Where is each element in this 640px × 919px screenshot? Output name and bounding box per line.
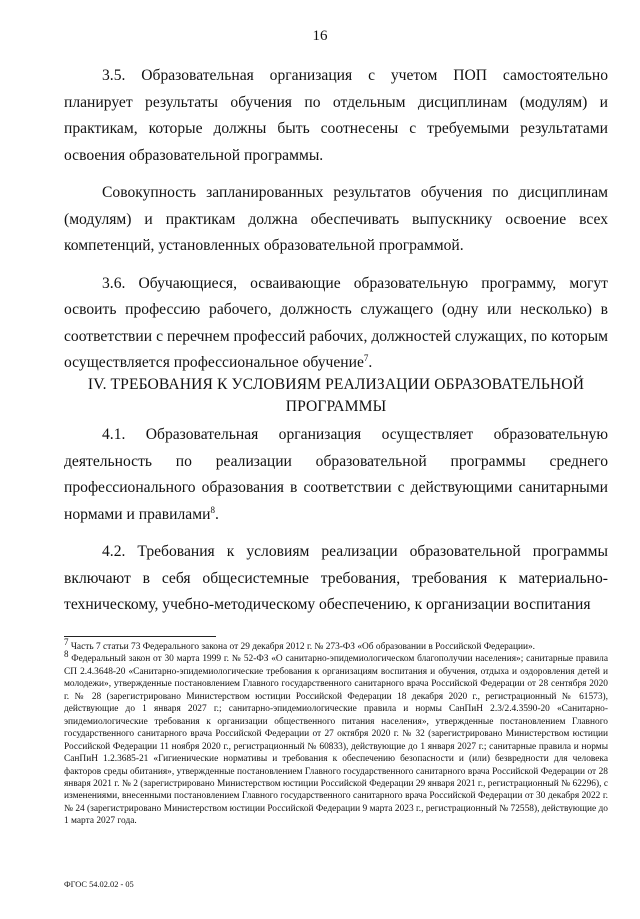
page-number: 16: [312, 28, 328, 44]
footnote-8: [64, 649, 608, 827]
paragraph-results-summary: Совокупность запланированных результатов обучения по дисциплинам (модулям) и практикам должна обеспечивать выпускнику освоение всех компетенций, установленных образовательной программой.: [64, 184, 608, 254]
footnote-8-text: Федеральный закон от 30 марта 1999 г. № 52-ФЗ «О санитарно-эпидемиологическом благополучии населения»; санитарные правила СП 2.4.3648-20 «Санитарно-эпидемиологические требования к организациям воспитания и обучения, отдыха и оздоровления детей и молодежи», утвержденные постановлением Главного государственного санитарного врача Российской Федерации от 28 сентября 2020 г. № 28 (зарегистрировано Министерством юстиции Российской Федерации 18 декабря 2020 г., регистрационный № 61573), действующие до 1 января 2027 г.; санитарно-эпидемиологические правила и нормы СанПиН 2.3/2.4.3590-20 «Санитарно-эпидемиологические требования к организации общественного питания населения», утвержденные постановлением Главного государственного санитарного врача Российской Федерации от 27 октября 2020 г. № 32 (зарегистрировано Министерством юстиции Российской Федерации 11 ноября 2020 г., регистрационный № 60833), действующие до 1 января 2027 г.; санитарные правила и нормы СанПиН 1.2.3685-21 «Гигиенические нормативы и требования к обеспечению безопасности и (или) безвредности для человека факторов среды обитания», утвержденные постановлением Главного государственного санитарного врача Российской Федерации от 28 января 2021 г. № 2 (зарегистрировано Министерством юстиции Российской Федерации 29 января 2021 г., регистрационный № 62296), с изменениями, внесенными постановлением Главного государственного санитарного врача Российской Федерации от 30 декабря 2022 г. № 24 (зарегистрировано Министерством юстиции Российской Федерации 9 марта 2023 г., регистрационный № 72558), действующие до 1 марта 2027 года.: [64, 654, 608, 827]
paragraph-3-6-text: 3.6. Обучающиеся, осваивающие образовательную программу, могут освоить профессию рабочего, должность служащего (одну или несколько) в соответствии с перечнем профессий рабочих, должностей служащих, по которым осуществляется профессиональное обучение: [64, 274, 608, 371]
paragraph-4-1-text: 4.1. Образовательная организация осуществляет образовательную деятельность по реализации образовательной программы среднего профессионального образования в соответствии с действующими санитарными нормами и правилами: [64, 426, 608, 523]
paragraph-4-1-tail: .: [214, 505, 219, 523]
paragraph-4-2: 4.2. Требования к условиям реализации образовательной программы включают в себя общесистемные требования, требования к материально-техническому, учебно-методическому обеспечению, к организации воспитания: [64, 543, 608, 613]
footnote-ref-7[interactable]: 7: [363, 352, 369, 363]
paragraph-4-1: [64, 422, 608, 528]
footnote-mark-7: 7: [64, 636, 69, 647]
footnote-7: [64, 636, 608, 653]
footer-code: ФГОС 54.02.02 - 05: [64, 880, 134, 889]
footnote-7-text: Часть 7 статьи 73 Федерального закона от 29 декабря 2012 г. № 273-ФЗ «Об образовании в Российской Федерации».: [68, 642, 536, 652]
footnote-ref-8[interactable]: 8: [210, 504, 215, 515]
body-text-top: [64, 63, 608, 388]
section-heading-line1: IV. ТРЕБОВАНИЯ К УСЛОВИЯМ РЕАЛИЗАЦИИ ОБРАЗОВАТЕЛЬНОЙ: [87, 376, 585, 393]
footnotes: [64, 636, 608, 828]
section-heading-line2: ПРОГРАММЫ: [285, 398, 387, 415]
paragraph-3-5: 3.5. Образовательная организация с учетом ПОП самостоятельно планирует результаты обучения по отдельным дисциплинам (модулям) и практикам, которые должны быть соотнесены с требуемыми результатами освоения образовательной программы.: [64, 67, 608, 164]
paragraph-3-6: [64, 271, 608, 377]
paragraph-3-6-tail: .: [368, 354, 373, 371]
section-heading: [64, 374, 608, 418]
footnote-mark-8: 8: [64, 649, 69, 660]
footnote-separator: [64, 636, 216, 637]
body-text-bottom: [64, 422, 608, 630]
